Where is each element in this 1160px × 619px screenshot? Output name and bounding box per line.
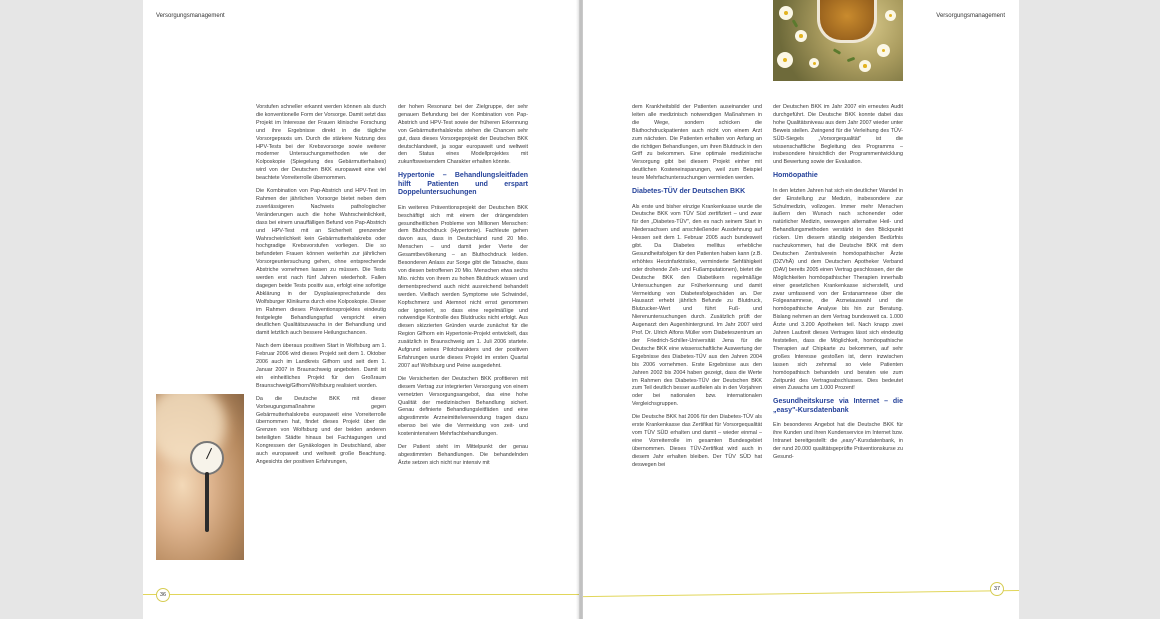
- paragraph: Vorstufen schneller erkannt werden können als durch die konventionelle Form der Vorsorge. Damit setzt das Projekt im Interesse der Frauen klinische Forschung und ihre Ergebnisse direkt in die tägliche Vorsorgepraxis um. Durch die stärkere Nutzung des HPV-Tests bei der Krebsvorsorge sowie weiterer moderner Untersuchungsmethoden wie der Kolposkopie (Spiegelung des Gebärmutterhalses) wird von der Deutschen BKK europaweit eine viel beachtete Vorreiterrolle übernommen.: [256, 104, 386, 182]
- running-head: Versorgungsmanagement: [156, 13, 225, 19]
- paragraph: Ein besonderes Angebot hat die Deutsche BKK für ihre Kunden und ihren Kundenservice im Internet bzw. Intranet bereitgestellt: die „easy"-Kursdatenbank, in der rund 20.000 qualitätsgeprüfte Präventionskurse zu Gesund-: [773, 422, 903, 460]
- left-page: [143, 0, 579, 619]
- gauge-icon: [190, 441, 224, 475]
- paragraph: der hohen Resonanz bei der Zielgruppe, der sehr genauen Befundung bei der Kombination von Pap-Abstrich und HPV-Test sowie der früheren Erkennung von Gebärmutterhalskrebs stehen die Chancen sehr gut, dass dieses Vorsorgeprojekt der Deutschen BKK deutschlandweit, ja sogar europaweit und weltweit den Status eines Modellprojektes mit zukunftsweisendem Charakter erhalten könnte.: [398, 104, 528, 166]
- page-number: 36: [156, 588, 170, 602]
- teacup-icon: [817, 0, 877, 43]
- left-column-1: [256, 104, 386, 472]
- section-heading: Hypertonie – Behandlungsleitfaden hilft Patienten und erspart Doppeluntersuchungen: [398, 172, 528, 197]
- section-heading: Gesundheitskurse via Internet – die „easy"-Kursdatenbank: [773, 398, 903, 414]
- footer-line: [583, 590, 1019, 597]
- footer-line: [143, 594, 579, 595]
- paragraph: Der Patient steht im Mittelpunkt der genau abgestimmten Behandlungen. Die behandelnden Ärzte setzen sich nicht nur intensiv mit: [398, 444, 528, 466]
- running-head: Versorgungsmanagement: [936, 13, 1005, 19]
- herbal-tea-photo: [773, 0, 903, 81]
- paragraph: Die Versicherten der Deutschen BKK profitieren mit diesem Vertrag zur integrierten Versorgung von einem vernetzten Versorgungsangebot, das eine hohe Qualität der medizinischen Behandlung sichert. Genau definierte Behandlungsleitfäden und eine abgestimmte Arzneimittelverwendung tragen dazu ebenso bei wie die Vermeidung von zeit- und kostenintensiven Mehrfachbehandlungen.: [398, 375, 528, 438]
- section-heading: Diabetes-TÜV der Deutschen BKK: [632, 188, 746, 196]
- right-column-2: [773, 104, 903, 467]
- left-column-2: [398, 104, 528, 473]
- section-heading: Homöopathie: [773, 172, 818, 180]
- paragraph: Ein weiteres Präventionsprojekt der Deutschen BKK beschäftigt sich mit einem der drängendsten gesundheitlichen Probleme von Millionen Menschen: dem Bluthochdruck (Hypertonie). Fachleute gehen davon aus, dass in Deutschland rund 20 Mio. Menschen – und damit jeder Vierte der Gesamtbevölkerung – an Bluthochdruck leiden. Besonderen Anlass zur Sorge gibt die Tatsache, dass von diesen betroffenen 20 Mio. Menschen etwa sechs Mio. nichts von ihrem zu hohen Blutdruck wissen und dementsprechend auch nicht ausreichend behandelt werden. Vielfach werden Symptome wie Schwindel, Kopfschmerz und Atemnot nicht ernst genommen oder ignoriert, so dass eine regelmäßige und notwendige Kontrolle des Blutdrucks nicht erfolgt. Aus diesen skizzierten Gründen wurde zunächst für die Region Gifhorn ein Hypertonie-Projekt entwickelt, das zusätzlich in Braunschweig am 1. Juli 2006 startete. Aufgrund seines Pilotcharakters und der positiven Erfahrungen wurde dieses Projekt im ersten Quartal 2007 auf Wolfsburg und Peine ausgedehnt.: [398, 204, 528, 369]
- paragraph: Da die Deutsche BKK mit dieser Vorbeugungsmaßnahme gegen Gebärmutterhalskrebs europaweit eine Vorreiterrolle übernommen hat, findet dieses Projekt über die Grenzen von Wolfsburg und der beiden anderen beteiligten Städte hinaus bei Fachtagungen und Kongressen der Gynäkologen in Deutschland, aber auch europaweit und weltweit große Beachtung. Angesichts der positiven Erfahrungen,: [256, 395, 386, 465]
- paragraph: Nach dem überaus positiven Start in Wolfsburg am 1. Februar 2006 wird dieses Projekt seit dem 1. Oktober 2006 auch im Landkreis Gifhorn und seit dem 1. Januar 2007 in Braunschweig angeboten. Damit ist ein einheitliches Projekt für den Großraum Braunschweig/Gifhorn/Wolfsburg realisiert worden.: [256, 343, 386, 389]
- paragraph: Die Kombination von Pap-Abstrich und HPV-Test im Rahmen der jährlichen Vorsorge bietet neben dem zuverlässigeren Nachweis pathologischer Veränderungen auch die hohe Wahrscheinlichkeit, dass bei einem unauffälligen Befund von Pap-Abstrich und HPV-Test mit an Sicherheit grenzender Wahrscheinlichkeit kein Gebärmutterhalskrebs oder hochgradige Krebsvorstufen vorliegen. Die so befundeten Frauen können weiterhin zur jährlichen Vorsorgeuntersuchung gehen, ohne entsprechende Abstriche vornehmen lassen zu müssen. Die Tests werden erst nach fünf Jahren wiederholt. Fallen dagegen beide Tests positiv aus, erfolgt eine sofortige Abklärung in der Dysplasiesprechstunde des Wolfsburger Klinikums durch eine Kolposkopie. Dieser im Rahmen dieses Präventionsprojektes eindeutig festgelegte Behandlungspfad verspricht einen deutlichen Qualitätszuwachs in der Behandlung und damit letztlich auch bessere Heilungschancen.: [256, 188, 386, 337]
- page-number: 37: [990, 582, 1004, 596]
- paragraph: der Deutschen BKK im Jahr 2007 ein erneutes Audit durchgeführt. Die Deutsche BKK konnte dabei das hohe Qualitätsniveau aus dem Jahr 2007 wieder unter Beweis stellen. Zwingend für die Verleihung des TÜV-SÜD-Siegels „Vorsorgequalität" ist die wissenschaftliche Begleitung des Programms – insbesondere hinsichtlich der Programmentwicklung und Bewertung sowie der Evaluation.: [773, 104, 903, 166]
- paragraph: dem Krankheitsbild der Patienten auseinander und leiten alle medizinisch notwendigen Maßnahmen in die Wege, sondern schicken die Bluthochdruckpatienten auch nicht von einem Arzt zum nächsten. Die Patienten erhalten von Anfang an die richtigen Behandlungen, um ihren Blutdruck in den Griff zu bekommen. Eine optimale medizinische Versorgung gibt bei diesem Projekt einher mit deutlichen Kosteneinsparungen, weil zum Beispiel teure Mehrfachuntersuchungen vermieden werden.: [632, 104, 762, 182]
- paragraph: Als erste und bisher einzige Krankenkasse wurde die Deutsche BKK vom TÜV Süd zertifiziert – und zwar für den „Diabetes-TÜV", den es nach seinem Start in Niedersachsen und anschließender Ausdehnung auf Hessen seit dem 1. Februar 2005 auch bundesweit gibt. Da Diabetes mellitus erhebliche Gesundheitsfolgen für den Patienten haben kann (z.B. erhöhtes Herzinfarktrisiko, verminderte Sehfähigkeit oder drohende Zeh- und Fußamputationen), bietet die Deutsche BKK den Diabetikern regelmäßige Untersuchungen zur Früherkennung und damit Vermeidung von Diabetesfolgeschäden an. Der Hausarzt erhebt jährlich Befunde zu Blutdruck, Blutzucker-Wert und führt Fuß- und Nierenuntersuchungen durch. Zusätzlich prüft der Augenarzt den Augenhintergrund. Im Jahr 2007 wird Prof. Dr. Ulrich Alfons Müller vom Diabeteszentrum an der Friedrich-Schiller-Universität Jena für die Deutsche BKK eine wissenschaftliche Auswertung der Ergebnisse des Diabetes-TÜV aus den Jahren 2004 bis 2006 vornehmen. Erste Ergebnisse aus den Jahren 2002 bis 2004 haben gezeigt, dass die Werte im Rahmen des Diabetes-TÜV der Deutschen BKK zum Teil deutlich besser ausfielen als in den Vorjahren oder bei nationalen bzw. internationalen Vergleichsgruppen.: [632, 203, 762, 408]
- paragraph: In den letzten Jahren hat sich ein deutlicher Wandel in der Einstellung zur Medizin, insbesondere zur Schulmedizin, vollzogen. Immer mehr Menschen äußern den Wunsch nach schonender oder natürlicher Medizin, weswegen alternative Heil- und Behandlungsmethoden verstärkt in den Blickpunkt rücken. Um diesem ständig steigenden Bedürfnis nachzukommen, hat die Deutsche BKK mit dem Deutschen Zentralverein homöopathischer Ärzte (DZVhÄ) und dem Deutschen Apotheker Verband (DAV) bereits 2005 einen Vertrag geschlossen, der die Möglichkeiten homöopathischer Therapien innerhalb einer gesetzlichen Krankenkasse sicherstellt, und zwar umfassend von der Erstanamnese über die Folgeanamnese, die Arzneiauswahl und die homöopathische Analyse bis hin zur Beratung. Bislang nehmen an dem Vertrag bundesweit ca. 1.000 Ärzte und 3.200 Apotheken teil. Nach knapp zwei Jahren Laufzeit dieses Vertrages lässt sich eindeutig feststellen, dass die Möglichkeit, homöopathische Therapien auf Chipkarte zu bekommen, auf sehr großes Interesse gestoßen ist, denn inzwischen lassen sich zehnmal so viele Patienten homöopathisch behandeln und beraten wie zum Zeitpunkt des Vertragsabschlusses. Dies bedeutet einen Zuwachs um 1.000 Prozent!: [773, 187, 903, 392]
- blood-pressure-photo: [156, 394, 244, 560]
- right-page: [583, 0, 1019, 619]
- right-column-1: [632, 104, 762, 474]
- paragraph: Die Deutsche BKK hat 2006 für den Diabetes-TÜV als erste Krankenkasse das Zertifikat für Vorsorgequalität vom TÜV SÜD erhalten und damit – wieder einmal – eine Vorreiterrolle im gesamten Bundesgebiet übernommen. Dieses TÜV-Zertifikat wird auch in diesem Jahr erhalten bleiben. Der TÜV SÜD hat deswegen bei: [632, 414, 762, 468]
